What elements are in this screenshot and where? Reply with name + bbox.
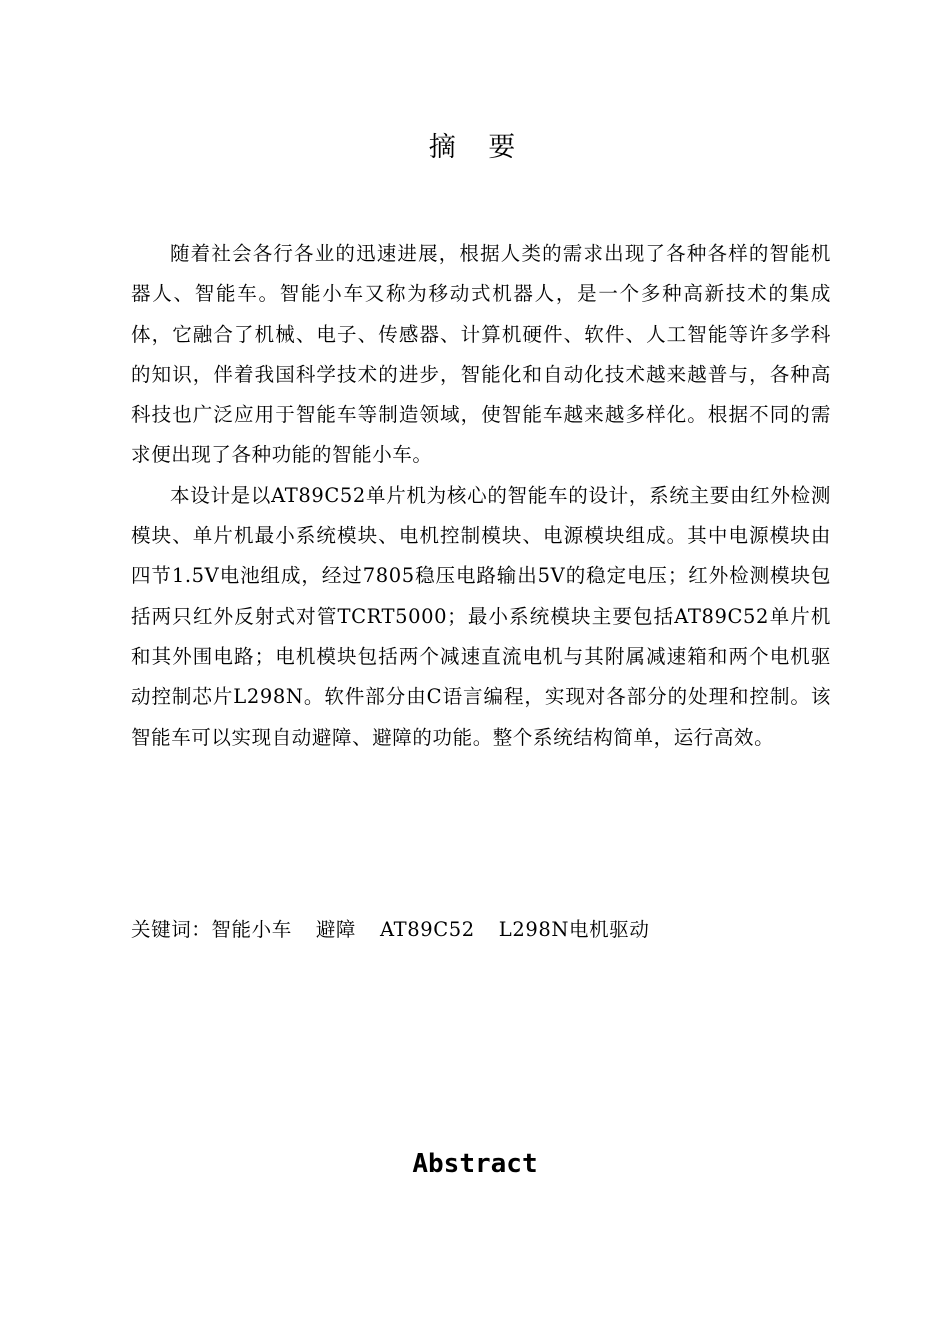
abstract-paragraph-1: 随着社会各行各业的迅速进展，根据人类的需求出现了各种各样的智能机器人、智能车。智能小车又称为移动式机器人，是一个多种高新技术的集成体，它融合了机械、电子、传感器、计算机硬件、软件、人工智能等许多学科的知识，伴着我国科学技术的进步，智能化和自动化技术越来越普与，各种高科技也广泛应用于智能车等制造领域，使智能车越来越多样化。根据不同的需求便出现了各种功能的智能小车。 (131, 242, 831, 467)
keywords-label: 关键词： (131, 918, 212, 941)
keyword-item: L298N电机驱动 (498, 918, 650, 941)
keyword-item: AT89C52 (380, 918, 475, 941)
abstract-body (131, 234, 831, 758)
keyword-item: 智能小车 (211, 918, 292, 941)
abstract-title-en: Abstract (412, 1149, 538, 1179)
keyword-item: 避障 (315, 918, 357, 941)
abstract-paragraph-2: 本设计是以AT89C52单片机为核心的智能车的设计，系统主要由红外检测模块、单片机最小系统模块、电机控制模块、电源模块组成。其中电源模块由四节1.5V电池组成，经过7805稳压电路输出5V的稳定电压；红外检测模块包括两只红外反射式对管TCRT5000；最小系统模块主要包括AT89C52单片机和其外围电路；电机模块包括两个减速直流电机与其附属减速箱和两个电机驱动控制芯片L298N。软件部分由C语言编程，实现对各部分的处理和控制。该智能车可以实现自动避障、避障的功能。整个系统结构简单，运行高效。 (131, 483, 831, 749)
keywords-line (131, 912, 831, 948)
abstract-title-cn: 摘 要 (428, 132, 528, 163)
